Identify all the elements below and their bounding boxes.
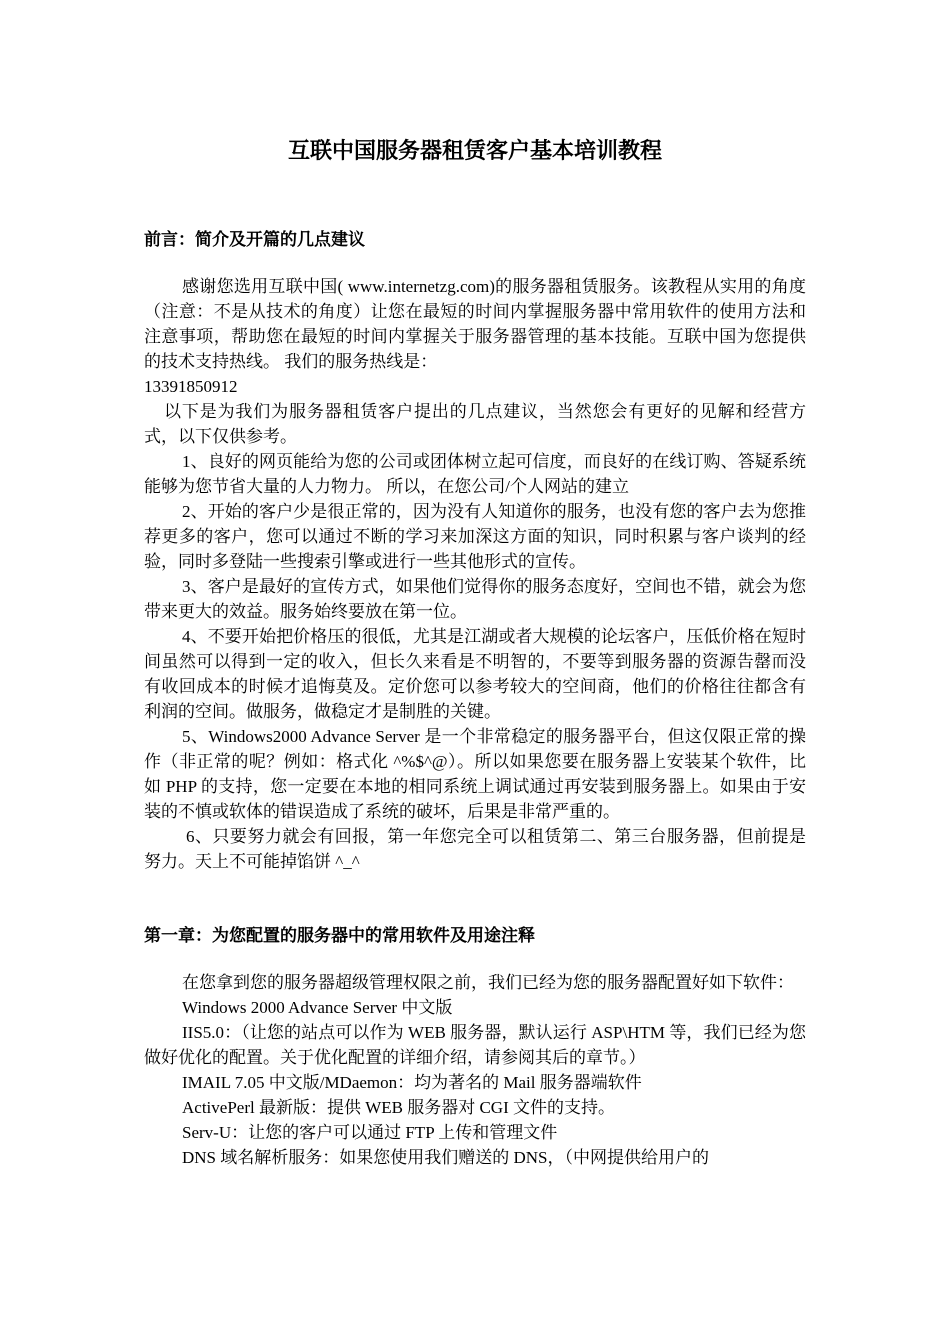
preface-body [144,274,806,874]
suggestion-item-1: 1、良好的网页能给为您的公司或团体树立起可信度，而良好的在线订购、答疑系统能够为您节省大量的人力物力。 所以，在您公司/个人网站的建立 [144,452,806,496]
software-item-servu: Serv-U：让您的客户可以通过 FTP 上传和管理文件 [182,1123,558,1142]
preface-intro-paragraph: 感谢您选用互联中国( www.internetzg.com)的服务器租赁服务。该教程从实用的角度（注意：不是从技术的角度）让您在最短的时间内掌握服务器中常用软件的使用方法和注意事项，帮助您在最短的时间内掌握关于服务器管理的基本技能。互联中国为您提供的技术支持热线。 我们的服务热线是： [144,277,806,371]
document-title: 互联中国服务器租赁客户基本培训教程 [287,138,662,163]
software-item-dns: DNS 域名解析服务：如果您使用我们赠送的 DNS，（中网提供给用户的 [182,1148,710,1167]
suggestions-intro-paragraph: 以下是为我们为服务器租赁客户提出的几点建议，当然您会有更好的见解和经营方式，以下仅供参考。 [144,402,806,446]
software-item-iis: IIS5.0：（让您的站点可以作为 WEB 服务器，默认运行 ASP\HTM 等，我们已经为您做好优化的配置。关于优化配置的详细介绍，请参阅其后的章节。） [144,1023,806,1067]
software-item-imail: IMAIL 7.05 中文版/MDaemon：均为著名的 Mail 服务器端软件 [182,1073,642,1092]
chapter1-body [144,970,806,1170]
chapter1-intro-paragraph: 在您拿到您的服务器超级管理权限之前，我们已经为您的服务器配置好如下软件： [182,973,794,992]
chapter1-heading: 第一章：为您配置的服务器中的常用软件及用途注释 [144,926,535,945]
software-item-windows: Windows 2000 Advance Server 中文版 [182,998,453,1017]
preface-heading: 前言：简介及开篇的几点建议 [144,230,365,249]
suggestion-item-4: 4、不要开始把价格压的很低，尤其是江湖或者大规模的论坛客户，压低价格在短时间虽然可以得到一定的收入，但长久来看是不明智的，不要等到服务器的资源告罄而没有收回成本的时候才追悔莫及。定价您可以参考较大的空间商，他们的价格往往都含有利润的空间。做服务，做稳定才是制胜的关键。 [144,627,806,721]
suggestion-item-5: 5、Windows2000 Advance Server 是一个非常稳定的服务器平台，但这仅限正常的操作（非正常的呢？例如：格式化 ^%$^@）。所以如果您要在服务器上安装某个软件，比如 PHP 的支持，您一定要在本地的相同系统上调试通过再安装到服务器上。如果由于安装的不慎或软体的错误造成了系统的破坏，后果是非常严重的。 [144,727,806,821]
suggestion-item-2: 2、开始的客户少是很正常的，因为没有人知道你的服务，也没有您的客户去为您推荐更多的客户，您可以通过不断的学习来加深这方面的知识，同时积累与客户谈判的经验，同时多登陆一些搜索引擎或进行一些其他形式的宣传。 [144,502,806,571]
service-phone-number: 13391850912 [144,377,238,396]
suggestion-item-6: 6、只要努力就会有回报，第一年您完全可以租赁第二、第三台服务器，但前提是努力。天上不可能掉馅饼 ^_^ [144,827,806,871]
software-item-activeperl: ActivePerl 最新版：提供 WEB 服务器对 CGI 文件的支持。 [182,1098,615,1117]
suggestion-item-3: 3、客户是最好的宣传方式，如果他们觉得你的服务态度好，空间也不错，就会为您带来更大的效益。服务始终要放在第一位。 [144,577,806,621]
